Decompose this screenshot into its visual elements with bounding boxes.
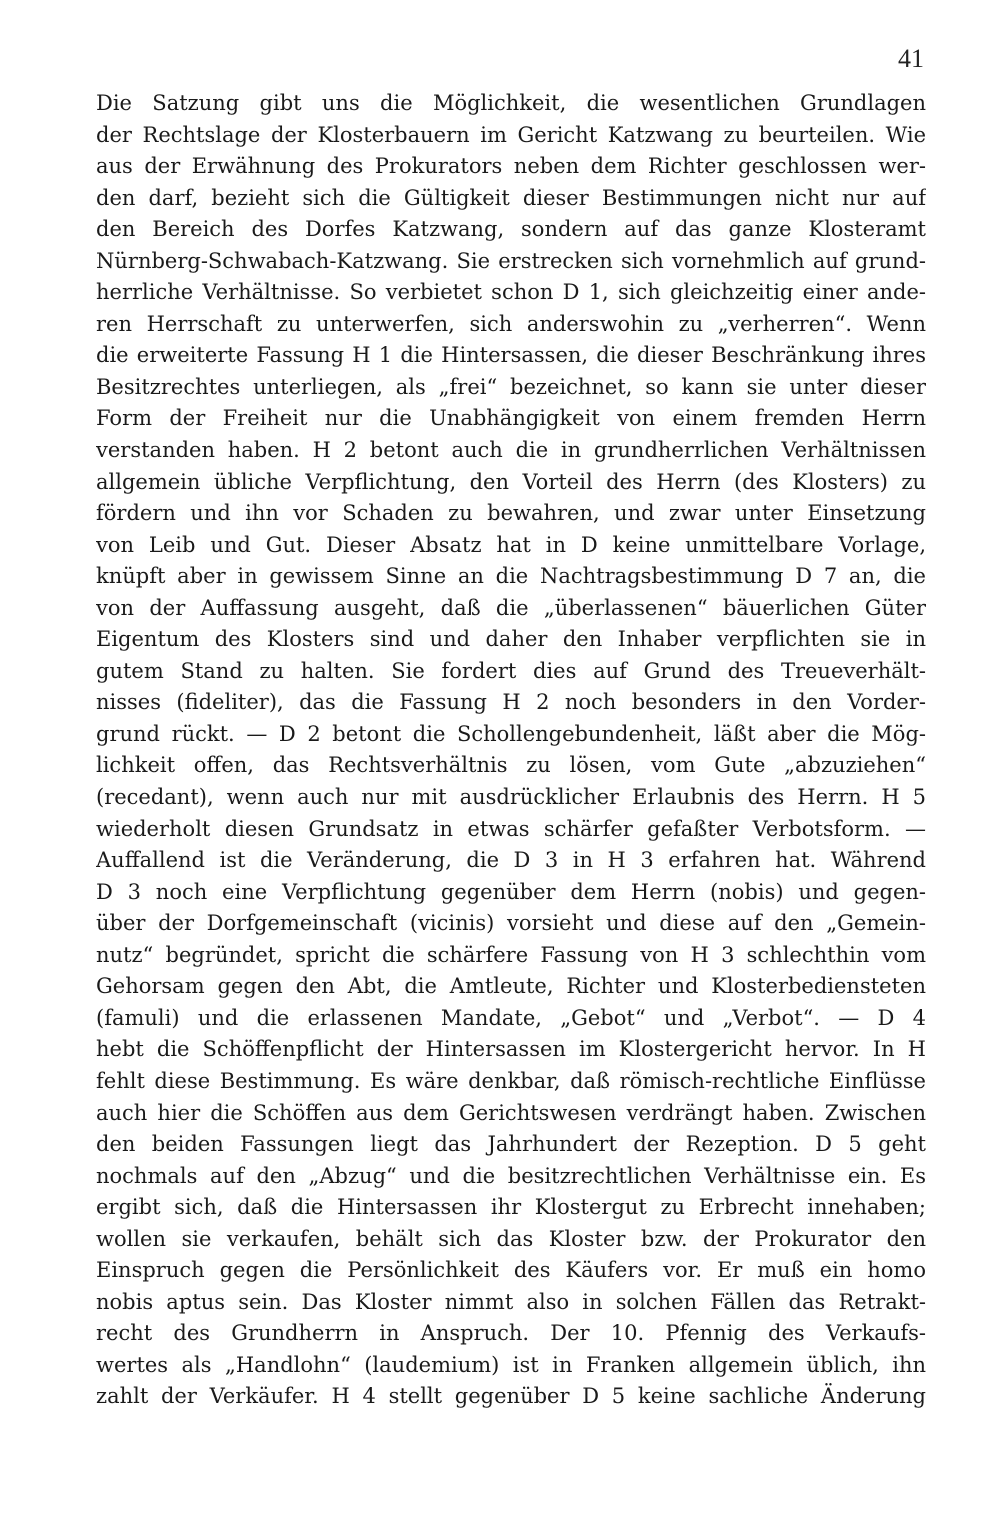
text-line: von der Auffassung ausgeht, daß die „überlassenen“ bäuerlichen Güter — [96, 595, 926, 620]
text-line: auch hier die Schöffen aus dem Gerichtswesen verdrängt haben. Zwischen — [96, 1100, 926, 1125]
text-line: zahlt der Verkäufer. H 4 stellt gegenüber D 5 keine sachliche Änderung — [96, 1384, 926, 1409]
text-line: (recedant), wenn auch nur mit ausdrücklicher Erlaubnis des Herrn. H 5 — [96, 785, 926, 810]
text-line: über der Dorfgemeinschaft (vicinis) vorsieht und diese auf den „Gemein- — [96, 911, 926, 936]
text-line: knüpft aber in gewissem Sinne an die Nachtragsbestimmung D 7 an, die — [96, 564, 926, 589]
text-line: grund rückt. — D 2 betont die Schollengebundenheit, läßt aber die Mög- — [96, 721, 926, 746]
text-line: fehlt diese Bestimmung. Es wäre denkbar, daß römisch-rechtliche Einflüsse — [96, 1068, 926, 1093]
text-line: allgemein übliche Verpflichtung, den Vorteil des Herrn (des Klosters) zu — [96, 469, 926, 494]
text-line: ren Herrschaft zu unterwerfen, sich anderswohin zu „verherren“. Wenn — [96, 311, 926, 336]
text-line: den beiden Fassungen liegt das Jahrhundert der Rezeption. D 5 geht — [96, 1132, 926, 1157]
text-line: Gehorsam gegen den Abt, die Amtleute, Richter und Klosterbediensteten — [96, 974, 926, 999]
text-line: Besitzrechtes unterliegen, als „frei“ bezeichnet, so kann sie unter dieser — [96, 374, 926, 399]
text-line: nochmals auf den „Abzug“ und die besitzrechtlichen Verhältnisse ein. Es — [96, 1163, 926, 1188]
text-line: von Leib und Gut. Dieser Absatz hat in D keine unmittelbare Vorlage, — [96, 532, 926, 557]
text-line: Auffallend ist die Veränderung, die D 3 in H 3 erfahren hat. Während — [96, 848, 926, 873]
page-number: 41 — [898, 44, 924, 73]
text-line: ergibt sich, daß die Hintersassen ihr Klostergut zu Erbrecht innehaben; — [96, 1195, 926, 1220]
text-line: wertes als „Handlohn“ (laudemium) ist in Franken allgemein üblich, ihn — [96, 1352, 926, 1377]
text-line: der Rechtslage der Klosterbauern im Gericht Katzwang zu beurteilen. Wie — [96, 122, 926, 147]
text-line: nisses (fideliter), das die Fassung H 2 noch besonders in den Vorder- — [96, 690, 926, 715]
text-line: gutem Stand zu halten. Sie fordert dies auf Grund des Treueverhält- — [96, 658, 926, 683]
text-line: fördern und ihn vor Schaden zu bewahren, und zwar unter Einsetzung — [96, 501, 926, 526]
text-line: Einspruch gegen die Persönlichkeit des Käufers vor. Er muß ein homo — [96, 1258, 926, 1283]
text-line: nobis aptus sein. Das Kloster nimmt also in solchen Fällen das Retrakt- — [96, 1289, 926, 1314]
text-line: wollen sie verkaufen, behält sich das Kloster bzw. der Prokurator den — [96, 1226, 926, 1251]
text-line: hebt die Schöffenpflicht der Hintersassen im Klostergericht hervor. In H — [96, 1037, 926, 1062]
text-line: nutz“ begründet, spricht die schärfere Fassung von H 3 schlechthin vom — [96, 942, 926, 967]
text-line: den Bereich des Dorfes Katzwang, sondern auf das ganze Klosteramt — [96, 217, 926, 242]
text-line: (famuli) und die erlassenen Mandate, „Gebot“ und „Verbot“. — D 4 — [96, 1005, 926, 1030]
text-line: Nürnberg-Schwabach-Katzwang. Sie erstrecken sich vornehmlich auf grund- — [96, 248, 926, 273]
body-text — [96, 88, 926, 1413]
text-line: herrliche Verhältnisse. So verbietet schon D 1, sich gleichzeitig einer ande- — [96, 280, 926, 305]
text-line: Form der Freiheit nur die Unabhängigkeit von einem fremden Herrn — [96, 406, 926, 431]
text-line: den darf, bezieht sich die Gültigkeit dieser Bestimmungen nicht nur auf — [96, 185, 926, 210]
text-line: lichkeit offen, das Rechtsverhältnis zu lösen, vom Gute „abzuziehen“ — [96, 753, 926, 778]
text-line: die erweiterte Fassung H 1 die Hintersassen, die dieser Beschränkung ihres — [96, 343, 926, 368]
text-line: D 3 noch eine Verpflichtung gegenüber dem Herrn (nobis) und gegen- — [96, 879, 926, 904]
text-line: aus der Erwähnung des Prokurators neben dem Richter geschlossen wer- — [96, 154, 926, 179]
text-line: Eigentum des Klosters sind und daher den Inhaber verpflichten sie in — [96, 627, 926, 652]
text-line: wiederholt diesen Grundsatz in etwas schärfer gefaßter Verbotsform. — — [96, 816, 926, 841]
text-line: Die Satzung gibt uns die Möglichkeit, die wesentlichen Grundlagen — [96, 91, 926, 115]
text-line: recht des Grundherrn in Anspruch. Der 10. Pfennig des Verkaufs- — [96, 1321, 926, 1346]
text-line: verstanden haben. H 2 betont auch die in grundherrlichen Verhältnissen — [96, 438, 926, 463]
